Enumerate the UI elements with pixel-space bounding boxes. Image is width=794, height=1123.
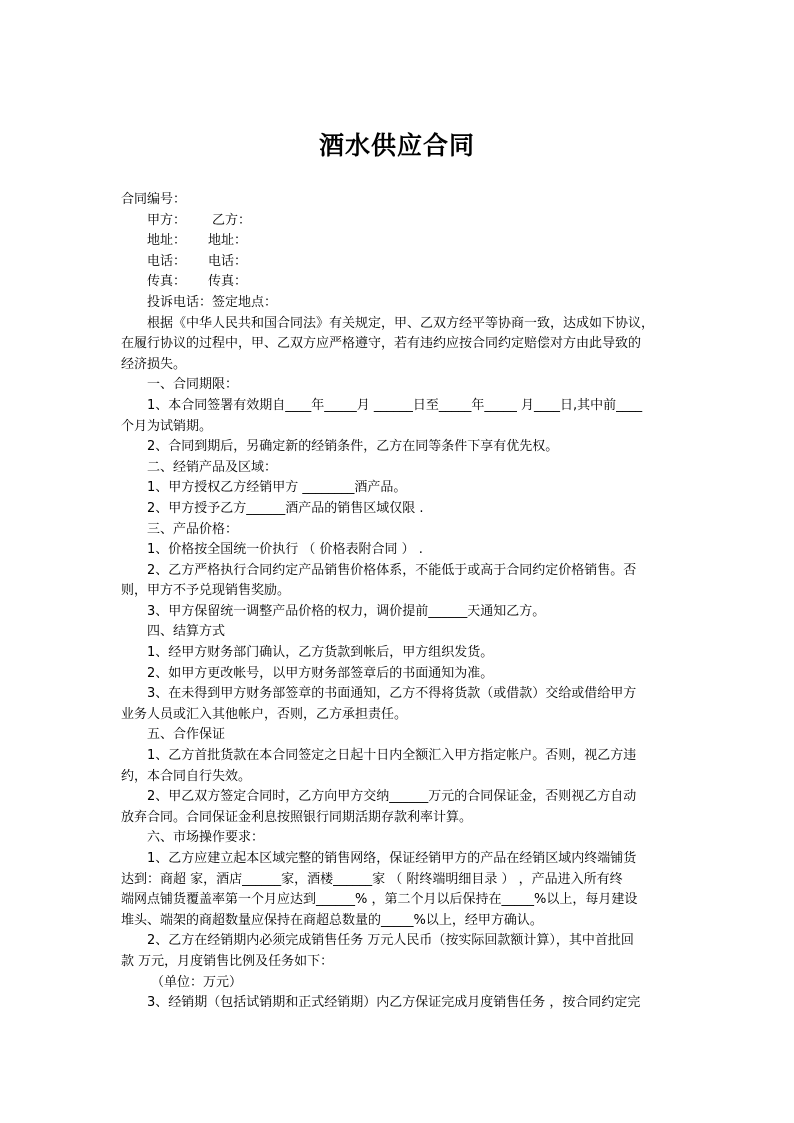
- preamble-line: 根据《中华人民共和国合同法》有关规定，甲、乙双方经平等协商一致，达成如下协议，: [147, 315, 655, 331]
- clause-line: 2、合同到期后，另确定新的经销条件，乙方在同等条件下享有优先权。: [147, 439, 559, 455]
- address-line: [121, 231, 677, 252]
- preamble-line: 在履行协议的过程中，甲、乙双方应严格遵守，若有违约应按合同约定赔偿对方由此导致的: [121, 336, 642, 352]
- preamble-line: 经济损失。: [121, 356, 187, 372]
- clause-line: 款 万元，月度销售比例及任务如下：: [121, 953, 334, 969]
- party-b-label: 乙方：: [212, 212, 252, 228]
- party-a-fax-label: 传真：: [147, 274, 187, 290]
- section-heading-price: 三、产品价格：: [147, 521, 239, 537]
- clause-line: 2、如甲方更改帐号，以甲方财务部签章后的书面通知为准。: [147, 665, 494, 681]
- section-heading-settlement: 四、结算方式: [147, 624, 226, 640]
- section-heading-term: 一、合同期限：: [147, 377, 239, 393]
- clause-line: 2、乙方严格执行合同约定产品销售价格体系，不能低于或高于合同约定价格销售。否: [147, 562, 637, 578]
- clause-line: 3、经销期（包括试销期和正式经销期）内乙方保证完成月度销售任务 ，按合同约定完: [147, 995, 641, 1011]
- clause-line: 2、甲方授予乙方______酒产品的销售区域仅限 .: [147, 500, 424, 516]
- clause-line: 3、在未得到甲方财务部签章的书面通知，乙方不得将货款（或借款）交给或借给甲方: [147, 686, 637, 702]
- party-a-phone-label: 电话：: [147, 253, 187, 269]
- clause-line: 端网点铺货覆盖率第一个月应达到______% ，第二个月以后保持在_____%以上，每月建设: [121, 892, 638, 908]
- party-b-fax-label: 传真：: [208, 274, 248, 290]
- clause-line: 约，本合同自行失效。: [121, 768, 252, 784]
- section-heading-products: 二、经销产品及区域：: [147, 459, 278, 475]
- clause-line: 1、乙方首批货款在本合同签定之日起十日内全额汇入甲方指定帐户。否则，视乙方违: [147, 748, 637, 764]
- clause-line: 1、经甲方财务部门确认，乙方货款到帐后，甲方组织发货。: [147, 645, 494, 661]
- clause-line: 达到：商超 家，酒店______家，酒楼______家 （ 附终端明细目录 ） ，产品进入所有终: [121, 871, 623, 887]
- contract-number-line: 合同编号：: [121, 192, 187, 207]
- clause-line: 1、价格按全国统一价执行 （ 价格表附合同 ） .: [147, 542, 423, 558]
- clause-line: 3、甲方保留统一调整产品价格的权力，调价提前______天通知乙方。: [147, 603, 546, 619]
- party-a-address-label: 地址：: [147, 233, 187, 249]
- clause-line: 1、乙方应建立起本区域完整的销售网络，保证经销甲方的产品在经销区域内终端铺货: [147, 851, 637, 866]
- party-b-address-label: 地址：: [208, 233, 248, 249]
- clause-line: 2、乙方在经销期内必须完成销售任务 万元人民币（按实际回款额计算），其中首批回: [147, 933, 634, 949]
- unit-note: （单位：万元）: [151, 974, 243, 990]
- clause-line: 1、本合同签署有效期自____年_____月 ______日至_____年_____ 月____日,其中前____: [147, 397, 643, 413]
- complaint-phone-line: 投诉电话：签定地点：: [147, 294, 278, 310]
- clause-line: 堆头、端架的商超数量应保持在商超总数量的_____%以上，经甲方确认。: [121, 912, 543, 928]
- party-a-label: 甲方：: [147, 212, 187, 228]
- clause-line: 个月为试销期。: [121, 418, 213, 434]
- section-heading-guarantee: 五、合作保证: [147, 727, 226, 743]
- phone-line: [121, 252, 677, 273]
- clause-line: 业务人员或汇入其他帐户，否则，乙方承担责任。: [121, 706, 408, 722]
- clause-line: 则，甲方不予兑现销售奖励。: [121, 583, 291, 599]
- contract-title: 酒水供应合同: [318, 131, 475, 160]
- clause-line: 1、甲方授权乙方经销甲方 ________酒产品。: [147, 480, 407, 496]
- contract-body: [121, 190, 677, 1014]
- fax-line: [121, 272, 677, 293]
- clause-line: 2、甲乙双方签定合同时，乙方向甲方交纳______万元的合同保证金，否则视乙方自动: [147, 789, 637, 805]
- clause-line: 放弃合同。合同保证金利息按照银行同期活期存款利率计算。: [121, 809, 473, 825]
- party-b-phone-label: 电话：: [208, 253, 248, 269]
- section-heading-market: 六、市场操作要求：: [147, 830, 265, 846]
- party-line: [121, 211, 677, 232]
